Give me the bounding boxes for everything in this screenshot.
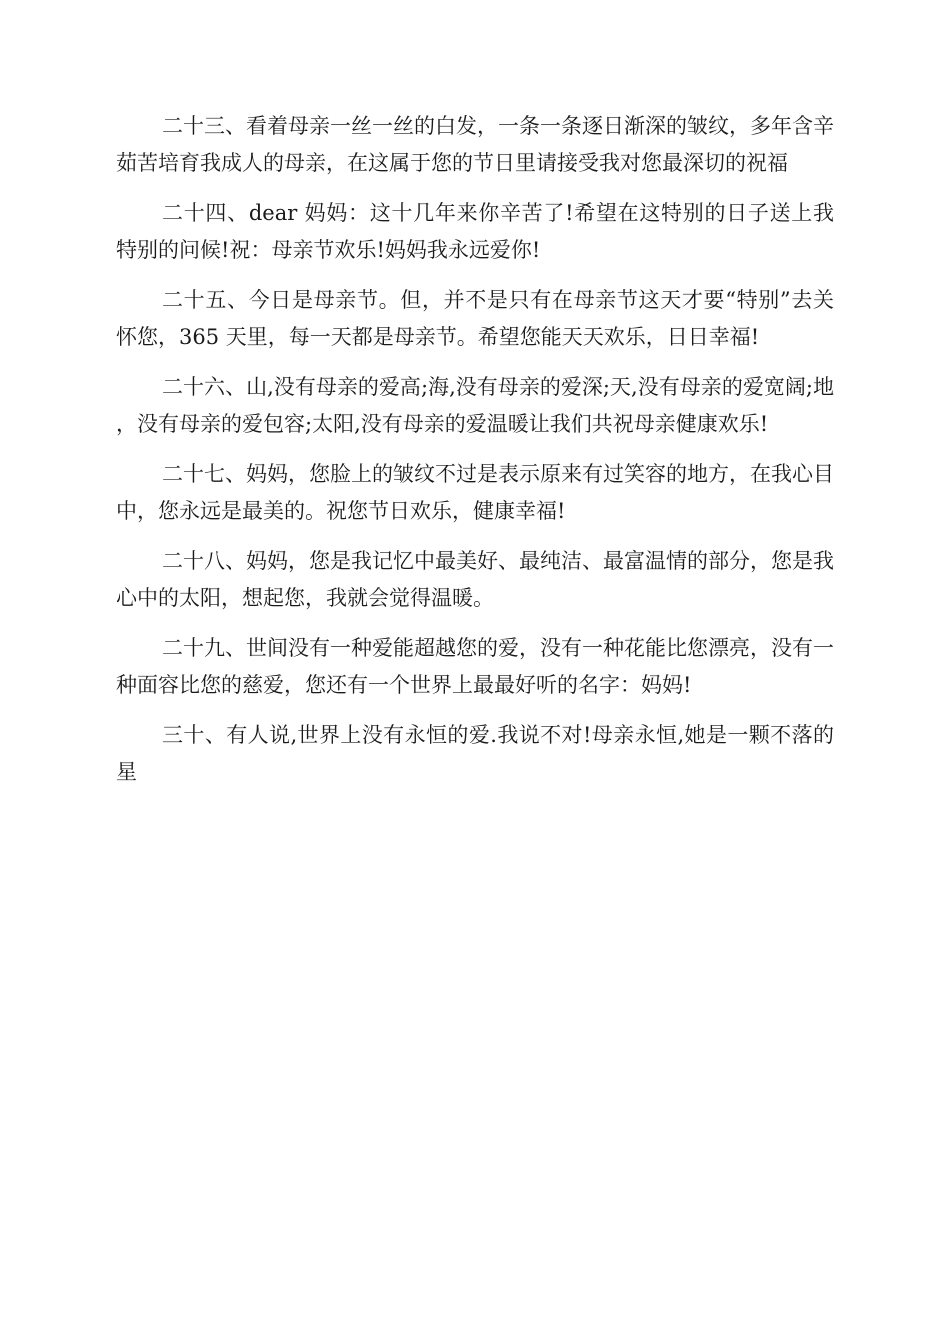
paragraph-25: 二十五、今日是母亲节。但，并不是只有在母亲节这天才要“特别”去关怀您，365 天里，每一天都是母亲节。希望您能天天欢乐，日日幸福!	[116, 288, 834, 349]
paragraph-28: 二十八、妈妈，您是我记忆中最美好、最纯洁、最富温情的部分，您是我心中的太阳，想起您，我就会觉得温暖。	[116, 549, 834, 610]
paragraph-23: 二十三、看着母亲一丝一丝的白发，一条一条逐日渐深的皱纹，多年含辛茹苦培育我成人的母亲，在这属于您的节日里请接受我对您最深切的祝福	[116, 114, 834, 175]
document-body	[116, 108, 834, 804]
paragraph-30: 三十、有人说,世界上没有永恒的爱.我说不对!母亲永恒,她是一颗不落的星	[116, 723, 834, 784]
paragraph-26: 二十六、山,没有母亲的爱高;海,没有母亲的爱深;天,没有母亲的爱宽阔;地，没有母亲的爱包容;太阳,没有母亲的爱温暖让我们共祝母亲健康欢乐!	[116, 375, 834, 436]
paragraph-27: 二十七、妈妈，您脸上的皱纹不过是表示原来有过笑容的地方，在我心目中，您永远是最美的。祝您节日欢乐，健康幸福!	[116, 462, 834, 523]
paragraph-29: 二十九、世间没有一种爱能超越您的爱，没有一种花能比您漂亮，没有一种面容比您的慈爱，您还有一个世界上最最好听的名字：妈妈!	[116, 636, 834, 697]
paragraph-24: 二十四、dear 妈妈：这十几年来你辛苦了!希望在这特别的日子送上我特别的问候!祝：母亲节欢乐!妈妈我永远爱你!	[116, 201, 834, 262]
